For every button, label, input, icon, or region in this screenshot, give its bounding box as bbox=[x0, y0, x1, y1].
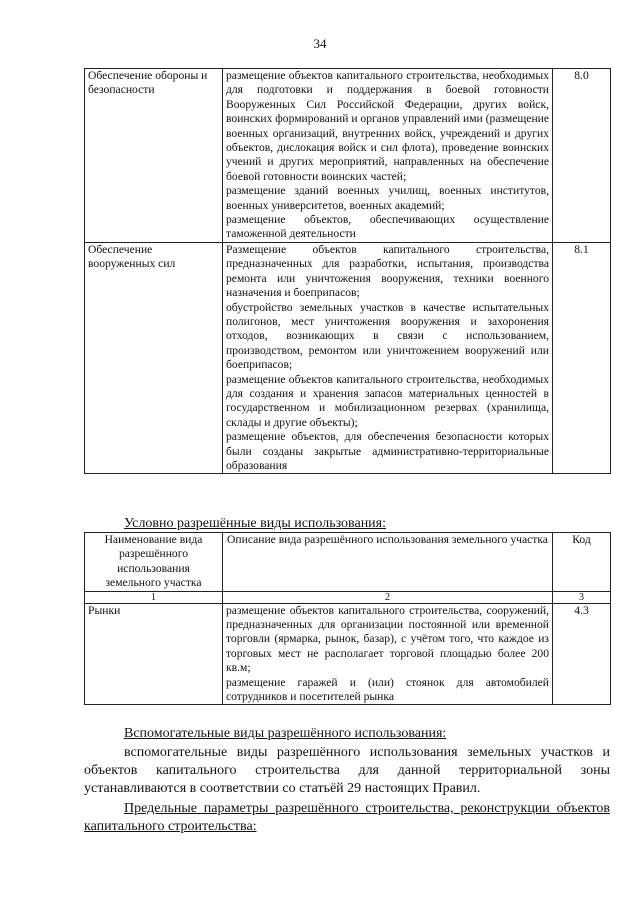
limits-heading-text: Предельные параметры разрешённого строительства, реконструкции объектов капитального строительства: bbox=[84, 801, 610, 834]
table-number-row bbox=[85, 591, 611, 603]
table-row bbox=[85, 69, 611, 243]
description-paragraph: размещение гаражей и (или) стоянок для автомобилей сотрудников и посетителей рынка bbox=[226, 675, 549, 704]
limits-heading bbox=[84, 800, 610, 836]
permitted-uses-table bbox=[84, 68, 611, 474]
description-paragraph: размещение объектов капитального строительства, необходимых для подготовки и поддержания в боевой готовности Вооруженных Сил Российской Федерации, других войск, воинских формирований и органов управлений ими (размещение военных организаций, внутренних войск, учреждений и других объектов, дислокация войск и сил флота), проведение воинских учений и других мероприятий, направленных на обеспечение боевой готовности воинских частей; bbox=[226, 69, 549, 183]
column-number: 2 bbox=[223, 591, 553, 603]
use-code: 4.3 bbox=[553, 603, 611, 705]
auxiliary-uses-heading: Вспомогательные виды разрешённого использования: bbox=[124, 726, 447, 741]
description-paragraph: размещение объектов, обеспечивающих осуществление таможенной деятельности bbox=[226, 213, 549, 241]
column-number: 3 bbox=[553, 591, 611, 603]
column-header-description: Описание вида разрешённого использования земельного участка bbox=[223, 533, 553, 592]
description-paragraph: размещение зданий военных училищ, военных институтов, военных университетов, военных академий; bbox=[226, 184, 549, 212]
description-paragraph: Размещение объектов капитального строительства, предназначенных для разработки, испытания, производства ремонта или уничтожения вооружения, техники военного назначения и боеприпасов; bbox=[226, 242, 549, 300]
table-row bbox=[85, 242, 611, 474]
use-description bbox=[223, 69, 553, 243]
description-paragraph: размещение объектов капитального строительства, сооружений, предназначенных для организации постоянной или временной торговли (ярмарка, рынок, базар), с учётом того, что каждое из торговых мест не располагает торговой площадью более 200 кв.м; bbox=[226, 603, 549, 675]
table-row bbox=[85, 603, 611, 705]
auxiliary-uses-text: вспомогательные виды разрешённого использования земельных участков и объектов капитального строительства для данной территориальной зоны устанавливаются в соответствии со статьёй 29 настоящих Правил. bbox=[84, 745, 610, 796]
conditional-uses-heading: Условно разрешённые виды использования: bbox=[124, 516, 387, 531]
conditional-uses-table bbox=[84, 532, 611, 705]
description-paragraph: размещение объектов, для обеспечения безопасности которых были созданы закрытые административно-территориальные образования bbox=[226, 430, 549, 472]
use-name: Обеспечение вооруженных сил bbox=[85, 242, 223, 474]
description-paragraph: размещение объектов капитального строительства, необходимых для создания и хранения запасов материальных ценностей в государственном и мобилизационном резервах (хранилища, склады и другие объекты); bbox=[226, 372, 549, 429]
use-description bbox=[223, 242, 553, 474]
page-number: 34 bbox=[313, 36, 327, 51]
column-header-code: Код bbox=[553, 533, 611, 592]
description-paragraph: обустройство земельных участков в качестве испытательных полигонов, мест уничтожения вооружения и захоронения отходов, возникающих в связи с использованием, производством, ремонтом или уничтожением вооружений или боеприпасов; bbox=[226, 300, 549, 372]
use-code: 8.0 bbox=[553, 69, 611, 243]
use-name: Рынки bbox=[85, 603, 223, 705]
use-description bbox=[223, 603, 553, 705]
column-number: 1 bbox=[85, 591, 223, 603]
table-header-row bbox=[85, 533, 611, 592]
use-name: Обеспечение обороны и безопасности bbox=[85, 69, 223, 243]
use-code: 8.1 bbox=[553, 242, 611, 474]
column-header-name: Наименование вида разрешённого использования земельного участка bbox=[85, 533, 223, 592]
